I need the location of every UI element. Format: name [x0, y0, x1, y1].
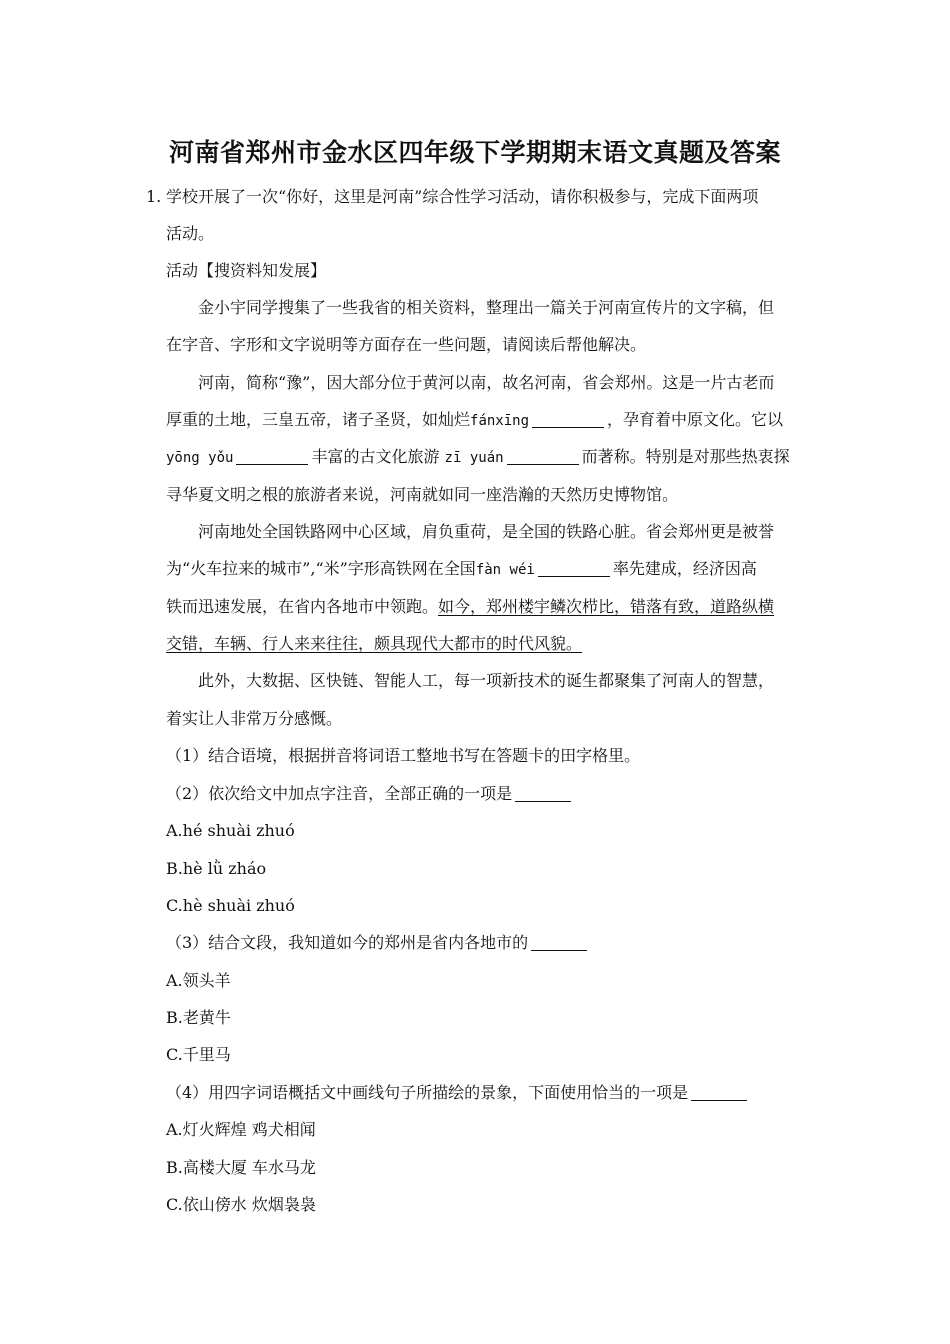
answer-blank-yongyou[interactable]: [236, 448, 308, 465]
paragraph-2-text-d: 而著称。特别是对那些热衷探: [581, 447, 790, 466]
activity-heading: 活动【搜资料知发展】: [166, 261, 327, 280]
sub-question-2-text: （2）依次给文中加点字注音，全部正确的一项是: [166, 784, 513, 803]
paragraph-4-line-1: 此外，大数据、区快链、智能人工，每一项新技术的诞生都聚集了河南人的智慧，: [198, 671, 775, 690]
pinyin-fanwei: fàn wéi: [475, 562, 535, 578]
paragraph-1-line-1: 金小宇同学搜集了一些我省的相关资料，整理出一篇关于河南宣传片的文字稿，但: [198, 298, 775, 317]
sub-3-option-c[interactable]: C.千里马: [166, 1045, 231, 1064]
paragraph-3-line-1: 河南地处全国铁路网中心区域，肩负重荷，是全国的铁路心脏。省会郑州更是被誉: [198, 522, 775, 541]
answer-blank-sub-4[interactable]: [691, 1084, 747, 1101]
paragraph-3-text-b: 率先建成，经济因高: [612, 559, 757, 578]
page-title: 河南省郑州市金水区四年级下学期期末语文真题及答案: [168, 138, 781, 167]
paragraph-2-line-1: 河南，简称“豫”，因大部分位于黄河以南，故名河南，省会郑州。这是一片古老而: [198, 373, 775, 392]
sub-question-2: [166, 783, 574, 805]
question-number: 1.: [146, 187, 162, 206]
answer-blank-fanwei[interactable]: [538, 560, 610, 577]
sub-3-option-b[interactable]: B.老黄牛: [166, 1008, 231, 1027]
sub-4-option-a[interactable]: A.灯火辉煌 鸡犬相闻: [166, 1120, 316, 1139]
paragraph-2-text-b: ，孕育着中原文化。它以: [607, 410, 784, 429]
sub-2-option-a[interactable]: A.hé shuài zhuó: [166, 821, 295, 840]
sub-2-option-c[interactable]: C.hè shuài zhuó: [166, 896, 295, 915]
paragraph-2-line-2: [166, 409, 783, 432]
pinyin-fanxing: fánxīng: [470, 413, 530, 429]
question-intro-line-1: 学校开展了一次“你好，这里是河南”综合性学习活动，请你积极参与，完成下面两项: [166, 187, 759, 206]
sub-question-4-text: （4）用四字词语概括文中画线句子所描绘的景象，下面使用恰当的一项是: [166, 1083, 689, 1102]
paragraph-3-text-a: 为“火车拉来的城市”,“米”字形高铁网在全国: [166, 559, 476, 578]
sub-4-option-b[interactable]: B.高楼大厦 车水马龙: [166, 1158, 316, 1177]
answer-blank-ziyuan[interactable]: [507, 448, 579, 465]
sub-question-3: [166, 932, 590, 954]
sub-question-4: [166, 1082, 750, 1104]
paragraph-4-line-2: 着实让人非常万分感慨。: [166, 709, 343, 728]
pinyin-yongyou: yōng yǒu: [166, 450, 234, 466]
underlined-sentence-part-3: 交错，车辆、行人来来往往，颇具现代大都市的时代风貌。: [166, 634, 583, 653]
question-intro-line-2: 活动。: [166, 224, 215, 243]
sub-3-option-a[interactable]: A.领头羊: [166, 971, 231, 990]
sub-question-3-text: （3）结合文段，我知道如今的郑州是省内各地市的: [166, 933, 529, 952]
underlined-sentence-part-1: 如今，郑州楼宇鳞次栉比，错落有致，: [438, 597, 711, 616]
answer-blank-sub-3[interactable]: [531, 934, 587, 951]
paragraph-2-text-a: 厚重的土地，三皇五帝，诸子圣贤，如灿烂: [166, 410, 471, 429]
paragraph-3-text-c: 铁而迅速发展，在省内各地市中领跑。: [166, 597, 439, 616]
sub-2-option-b[interactable]: B.hè lǜ zháo: [166, 859, 267, 878]
sub-4-option-c[interactable]: C.依山傍水 炊烟袅袅: [166, 1195, 316, 1214]
answer-blank-sub-2[interactable]: [515, 785, 571, 802]
paragraph-2-line-3: [166, 446, 790, 469]
paragraph-2-text-c: 丰富的古文化旅游: [311, 447, 440, 466]
sub-question-1: （1）结合语境，根据拼音将词语工整地书写在答题卡的田字格里。: [166, 746, 641, 765]
paragraph-3-line-2: [166, 558, 757, 581]
underlined-sentence-part-2: 道路纵横: [710, 597, 775, 616]
paragraph-1-line-2: 在字音、字形和文字说明等方面存在一些问题，请阅读后帮他解决。: [166, 335, 647, 354]
paragraph-2-line-4: 寻华夏文明之根的旅游者来说，河南就如同一座浩瀚的天然历史博物馆。: [166, 485, 679, 504]
pinyin-ziyuan: zī yuán: [444, 450, 504, 466]
answer-blank-fanxing[interactable]: [532, 411, 604, 428]
paragraph-3-line-3: [166, 596, 774, 618]
